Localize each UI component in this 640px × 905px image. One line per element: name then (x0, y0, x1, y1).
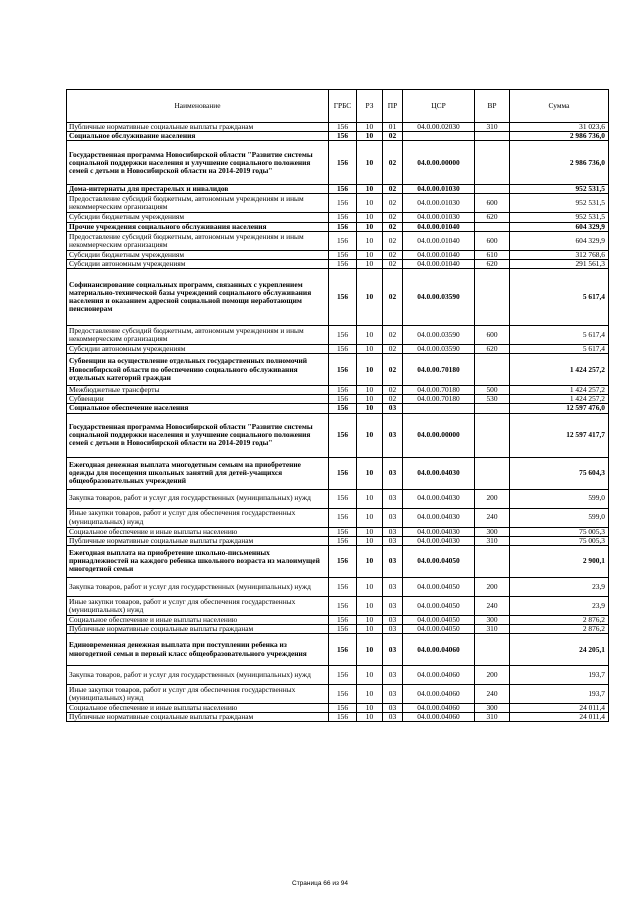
cell-name: Иные закупки товаров, работ и услуг для обеспечения государственных (муниципальных) нужд (67, 685, 329, 704)
cell-name: Субсидии автономным учреждениям (67, 344, 329, 353)
table-row (67, 457, 609, 489)
table-body (67, 123, 609, 722)
cell-rz: 10 (357, 577, 383, 596)
cell-sum: 23,9 (510, 577, 609, 596)
table-row (67, 624, 609, 633)
cell-rz: 10 (357, 536, 383, 545)
table-row (67, 141, 609, 185)
cell-csr (403, 404, 475, 413)
cell-sum: 599,0 (510, 489, 609, 508)
cell-csr: 04.0.00.00000 (403, 413, 475, 457)
cell-rz: 10 (357, 123, 383, 132)
cell-pr: 02 (383, 132, 403, 141)
cell-rz: 10 (357, 624, 383, 633)
cell-rz: 10 (357, 386, 383, 395)
cell-pr: 02 (383, 344, 403, 353)
cell-vr (475, 132, 510, 141)
cell-pr: 03 (383, 624, 403, 633)
cell-pr: 02 (383, 386, 403, 395)
cell-sum: 952 531,5 (510, 213, 609, 222)
cell-csr: 04.0.00.70180 (403, 354, 475, 386)
cell-rz: 10 (357, 231, 383, 250)
cell-grbs: 156 (329, 457, 357, 489)
cell-pr: 03 (383, 666, 403, 685)
cell-sum: 75 604,3 (510, 457, 609, 489)
cell-sum: 23,9 (510, 596, 609, 615)
cell-csr: 04.0.00.04060 (403, 666, 475, 685)
cell-grbs: 156 (329, 536, 357, 545)
cell-name: Ежегодная выплата на приобретение школьно-письменных принадлежностей на каждого ребенка школьного возраста из малоимущей многодетной семьи (67, 545, 329, 577)
cell-vr: 240 (475, 508, 510, 527)
cell-csr: 04.0.00.01040 (403, 222, 475, 231)
cell-rz: 10 (357, 194, 383, 213)
table-row (67, 194, 609, 213)
table-row (67, 666, 609, 685)
cell-csr: 04.0.00.03590 (403, 268, 475, 325)
cell-name: Социальное обеспечение и иные выплаты населению (67, 704, 329, 713)
cell-csr: 04.0.00.70180 (403, 386, 475, 395)
cell-vr (475, 268, 510, 325)
cell-name: Субвенции на осуществление отдельных государственных полномочий Новосибирской области по обеспечению социального обслуживания отдельных категорий граждан (67, 354, 329, 386)
cell-csr: 04.0.00.00000 (403, 141, 475, 185)
cell-vr: 240 (475, 596, 510, 615)
cell-csr: 04.0.00.04030 (403, 508, 475, 527)
header-grbs: ГРБС (329, 90, 357, 123)
cell-rz: 10 (357, 489, 383, 508)
cell-vr (475, 457, 510, 489)
cell-pr: 02 (383, 354, 403, 386)
cell-vr: 310 (475, 536, 510, 545)
cell-vr (475, 185, 510, 194)
cell-pr: 02 (383, 194, 403, 213)
cell-csr: 04.0.00.04050 (403, 624, 475, 633)
cell-vr: 200 (475, 666, 510, 685)
cell-name: Субсидии автономным учреждениям (67, 259, 329, 268)
cell-name: Иные закупки товаров, работ и услуг для обеспечения государственных (муниципальных) нужд (67, 596, 329, 615)
cell-vr: 300 (475, 704, 510, 713)
cell-pr: 03 (383, 615, 403, 624)
cell-name: Прочие учреждения социального обслуживания населения (67, 222, 329, 231)
cell-sum: 12 597 476,0 (510, 404, 609, 413)
cell-sum: 31 023,6 (510, 123, 609, 132)
table-row (67, 325, 609, 344)
cell-sum: 604 329,9 (510, 222, 609, 231)
cell-pr: 02 (383, 141, 403, 185)
cell-name: Субвенции (67, 395, 329, 404)
cell-csr: 04.0.00.01040 (403, 259, 475, 268)
cell-name: Предоставление субсидий бюджетным, автономным учреждениям и иным некоммерческим организациям (67, 325, 329, 344)
cell-sum: 5 617,4 (510, 325, 609, 344)
cell-sum: 75 005,3 (510, 527, 609, 536)
cell-sum: 5 617,4 (510, 344, 609, 353)
table-row (67, 231, 609, 250)
header-vr: ВР (475, 90, 510, 123)
cell-csr: 04.0.00.02030 (403, 123, 475, 132)
cell-vr (475, 634, 510, 666)
table-row (67, 250, 609, 259)
cell-pr: 03 (383, 545, 403, 577)
table-row (67, 577, 609, 596)
budget-table (66, 89, 609, 722)
cell-grbs: 156 (329, 527, 357, 536)
table-row (67, 713, 609, 722)
cell-sum: 291 561,3 (510, 259, 609, 268)
cell-pr: 02 (383, 222, 403, 231)
cell-pr: 03 (383, 413, 403, 457)
cell-vr: 310 (475, 713, 510, 722)
cell-sum: 599,0 (510, 508, 609, 527)
cell-grbs: 156 (329, 213, 357, 222)
table-row (67, 704, 609, 713)
cell-name: Социальное обеспечение населения (67, 404, 329, 413)
table-row (67, 386, 609, 395)
cell-sum: 1 424 257,2 (510, 354, 609, 386)
cell-vr: 620 (475, 259, 510, 268)
cell-grbs: 156 (329, 325, 357, 344)
cell-name: Социальное обеспечение и иные выплаты населению (67, 615, 329, 624)
cell-grbs: 156 (329, 489, 357, 508)
cell-vr (475, 404, 510, 413)
cell-pr: 03 (383, 508, 403, 527)
cell-vr: 600 (475, 231, 510, 250)
cell-grbs: 156 (329, 344, 357, 353)
cell-vr: 300 (475, 615, 510, 624)
cell-name: Закупка товаров, работ и услуг для государственных (муниципальных) нужд (67, 489, 329, 508)
cell-csr: 04.0.00.04060 (403, 634, 475, 666)
table-row (67, 536, 609, 545)
cell-csr: 04.0.00.04050 (403, 545, 475, 577)
cell-csr: 04.0.00.01030 (403, 194, 475, 213)
cell-grbs: 156 (329, 185, 357, 194)
cell-csr: 04.0.00.04050 (403, 596, 475, 615)
cell-rz: 10 (357, 268, 383, 325)
cell-sum: 12 597 417,7 (510, 413, 609, 457)
cell-rz: 10 (357, 527, 383, 536)
cell-vr (475, 354, 510, 386)
cell-name: Социальное обслуживание населения (67, 132, 329, 141)
cell-pr: 03 (383, 577, 403, 596)
cell-pr: 02 (383, 268, 403, 325)
cell-grbs: 156 (329, 508, 357, 527)
cell-name: Субсидии бюджетным учреждениям (67, 213, 329, 222)
cell-vr: 240 (475, 685, 510, 704)
cell-grbs: 156 (329, 634, 357, 666)
cell-rz: 10 (357, 141, 383, 185)
cell-grbs: 156 (329, 545, 357, 577)
cell-csr: 04.0.00.03590 (403, 325, 475, 344)
cell-grbs: 156 (329, 141, 357, 185)
cell-pr: 03 (383, 536, 403, 545)
table-row (67, 545, 609, 577)
table-row (67, 395, 609, 404)
cell-rz: 10 (357, 395, 383, 404)
cell-vr: 310 (475, 624, 510, 633)
cell-grbs: 156 (329, 704, 357, 713)
cell-name: Предоставление субсидий бюджетным, автономным учреждениям и иным некоммерческим организациям (67, 231, 329, 250)
cell-sum: 2 986 736,0 (510, 132, 609, 141)
table-row (67, 268, 609, 325)
cell-rz: 10 (357, 354, 383, 386)
cell-grbs: 156 (329, 354, 357, 386)
table-row (67, 123, 609, 132)
cell-csr: 04.0.00.04050 (403, 615, 475, 624)
cell-rz: 10 (357, 615, 383, 624)
cell-sum: 24 011,4 (510, 704, 609, 713)
cell-vr: 610 (475, 250, 510, 259)
cell-grbs: 156 (329, 413, 357, 457)
cell-vr: 600 (475, 194, 510, 213)
table-row (67, 489, 609, 508)
cell-grbs: 156 (329, 132, 357, 141)
cell-sum: 312 768,6 (510, 250, 609, 259)
cell-csr: 04.0.00.03590 (403, 344, 475, 353)
header-name: Наименование (67, 90, 329, 123)
cell-vr: 200 (475, 489, 510, 508)
cell-sum: 2 986 736,0 (510, 141, 609, 185)
header-sum: Сумма (510, 90, 609, 123)
cell-name: Государственная программа Новосибирской области "Развитие системы социальной поддержки населения и улучшение социального положения семей с детьми в Новосибирской области на 2014-2019 годы" (67, 141, 329, 185)
cell-csr: 04.0.00.01030 (403, 185, 475, 194)
cell-rz: 10 (357, 713, 383, 722)
cell-name: Социальное обеспечение и иные выплаты населению (67, 527, 329, 536)
cell-pr: 03 (383, 634, 403, 666)
cell-rz: 10 (357, 222, 383, 231)
page-number: Страница 66 из 94 (292, 880, 348, 887)
cell-rz: 10 (357, 250, 383, 259)
cell-pr: 03 (383, 713, 403, 722)
table-row (67, 404, 609, 413)
cell-name: Публичные нормативные социальные выплаты гражданам (67, 536, 329, 545)
cell-sum: 193,7 (510, 666, 609, 685)
cell-grbs: 156 (329, 259, 357, 268)
cell-sum: 604 329,9 (510, 231, 609, 250)
cell-grbs: 156 (329, 250, 357, 259)
cell-csr: 04.0.00.04060 (403, 704, 475, 713)
cell-name: Публичные нормативные социальные выплаты гражданам (67, 713, 329, 722)
cell-rz: 10 (357, 344, 383, 353)
cell-csr: 04.0.00.70180 (403, 395, 475, 404)
table-row (67, 596, 609, 615)
cell-grbs: 156 (329, 596, 357, 615)
cell-vr: 200 (475, 577, 510, 596)
cell-grbs: 156 (329, 231, 357, 250)
cell-grbs: 156 (329, 194, 357, 213)
table-row (67, 213, 609, 222)
cell-name: Государственная программа Новосибирской области "Развитие системы социальной поддержки населения и улучшение социального положения семей с детьми в Новосибирской области на 2014-2019 годы" (67, 413, 329, 457)
cell-grbs: 156 (329, 615, 357, 624)
cell-name: Межбюджетные трансферты (67, 386, 329, 395)
cell-name: Дома-интернаты для престарелых и инвалидов (67, 185, 329, 194)
cell-rz: 10 (357, 413, 383, 457)
cell-rz: 10 (357, 545, 383, 577)
cell-rz: 10 (357, 213, 383, 222)
table-row (67, 615, 609, 624)
cell-pr: 02 (383, 185, 403, 194)
cell-pr: 03 (383, 704, 403, 713)
cell-sum: 2 876,2 (510, 615, 609, 624)
cell-rz: 10 (357, 325, 383, 344)
cell-name: Иные закупки товаров, работ и услуг для обеспечения государственных (муниципальных) нужд (67, 508, 329, 527)
cell-vr (475, 545, 510, 577)
table-row (67, 354, 609, 386)
cell-csr: 04.0.00.01030 (403, 213, 475, 222)
table-row (67, 634, 609, 666)
cell-name: Публичные нормативные социальные выплаты гражданам (67, 123, 329, 132)
cell-csr: 04.0.00.01040 (403, 250, 475, 259)
cell-pr: 03 (383, 404, 403, 413)
cell-rz: 10 (357, 457, 383, 489)
table-row (67, 685, 609, 704)
cell-name: Предоставление субсидий бюджетным, автономным учреждениям и иным некоммерческим организациям (67, 194, 329, 213)
cell-rz: 10 (357, 685, 383, 704)
cell-pr: 03 (383, 457, 403, 489)
cell-vr: 310 (475, 123, 510, 132)
cell-grbs: 156 (329, 386, 357, 395)
cell-pr: 02 (383, 213, 403, 222)
table-row (67, 413, 609, 457)
cell-vr: 500 (475, 386, 510, 395)
cell-grbs: 156 (329, 395, 357, 404)
cell-name: Единовременная денежная выплата при поступлении ребенка из многодетной семьи в первый класс общеобразовательного учреждения (67, 634, 329, 666)
cell-rz: 10 (357, 404, 383, 413)
cell-csr: 04.0.00.04030 (403, 536, 475, 545)
header-rz: РЗ (357, 90, 383, 123)
cell-grbs: 156 (329, 685, 357, 704)
header-csr: ЦСР (403, 90, 475, 123)
cell-name: Ежегодная денежная выплата многодетным семьям на приобретение одежды для посещения школьных занятий для детей-учащихся общеобразовательных учреждений (67, 457, 329, 489)
cell-csr: 04.0.00.01040 (403, 231, 475, 250)
cell-csr (403, 132, 475, 141)
cell-vr (475, 222, 510, 231)
table-row (67, 259, 609, 268)
cell-grbs: 156 (329, 624, 357, 633)
cell-rz: 10 (357, 634, 383, 666)
cell-sum: 952 531,5 (510, 185, 609, 194)
table-row (67, 527, 609, 536)
table-row (67, 344, 609, 353)
cell-grbs: 156 (329, 123, 357, 132)
cell-vr (475, 413, 510, 457)
cell-rz: 10 (357, 132, 383, 141)
cell-name: Публичные нормативные социальные выплаты гражданам (67, 624, 329, 633)
cell-name: Закупка товаров, работ и услуг для государственных (муниципальных) нужд (67, 577, 329, 596)
cell-sum: 1 424 257,2 (510, 386, 609, 395)
cell-vr: 600 (475, 325, 510, 344)
cell-sum: 24 011,4 (510, 713, 609, 722)
cell-pr: 02 (383, 395, 403, 404)
cell-rz: 10 (357, 259, 383, 268)
cell-sum: 952 531,5 (510, 194, 609, 213)
cell-grbs: 156 (329, 666, 357, 685)
cell-pr: 03 (383, 489, 403, 508)
cell-grbs: 156 (329, 713, 357, 722)
cell-grbs: 156 (329, 222, 357, 231)
cell-rz: 10 (357, 596, 383, 615)
cell-name: Софинансирование социальных программ, связанных с укреплением материально-технической базы учреждений социального обслуживания населения и оказанием адресной социальной помощи неработающим пенсионерам (67, 268, 329, 325)
cell-rz: 10 (357, 704, 383, 713)
table-row (67, 222, 609, 231)
cell-vr: 300 (475, 527, 510, 536)
cell-grbs: 156 (329, 404, 357, 413)
cell-sum: 193,7 (510, 685, 609, 704)
cell-pr: 01 (383, 123, 403, 132)
cell-vr: 620 (475, 213, 510, 222)
cell-pr: 02 (383, 231, 403, 250)
cell-rz: 10 (357, 508, 383, 527)
cell-csr: 04.0.00.04060 (403, 713, 475, 722)
cell-rz: 10 (357, 666, 383, 685)
table-row (67, 508, 609, 527)
cell-sum: 2 876,2 (510, 624, 609, 633)
cell-sum: 2 900,1 (510, 545, 609, 577)
cell-pr: 03 (383, 527, 403, 536)
cell-vr: 530 (475, 395, 510, 404)
cell-vr (475, 141, 510, 185)
cell-vr: 620 (475, 344, 510, 353)
cell-pr: 02 (383, 250, 403, 259)
cell-grbs: 156 (329, 577, 357, 596)
cell-sum: 75 005,3 (510, 536, 609, 545)
cell-pr: 02 (383, 325, 403, 344)
cell-csr: 04.0.00.04050 (403, 577, 475, 596)
table-row (67, 185, 609, 194)
cell-csr: 04.0.00.04030 (403, 457, 475, 489)
cell-csr: 04.0.00.04030 (403, 489, 475, 508)
table-header-row (67, 90, 609, 123)
cell-sum: 5 617,4 (510, 268, 609, 325)
header-pr: ПР (383, 90, 403, 123)
cell-sum: 1 424 257,2 (510, 395, 609, 404)
table-row (67, 132, 609, 141)
cell-rz: 10 (357, 185, 383, 194)
cell-csr: 04.0.00.04060 (403, 685, 475, 704)
cell-pr: 02 (383, 259, 403, 268)
cell-name: Закупка товаров, работ и услуг для государственных (муниципальных) нужд (67, 666, 329, 685)
cell-pr: 03 (383, 685, 403, 704)
cell-name: Субсидии бюджетным учреждениям (67, 250, 329, 259)
cell-pr: 03 (383, 596, 403, 615)
cell-sum: 24 205,1 (510, 634, 609, 666)
cell-grbs: 156 (329, 268, 357, 325)
cell-csr: 04.0.00.04030 (403, 527, 475, 536)
